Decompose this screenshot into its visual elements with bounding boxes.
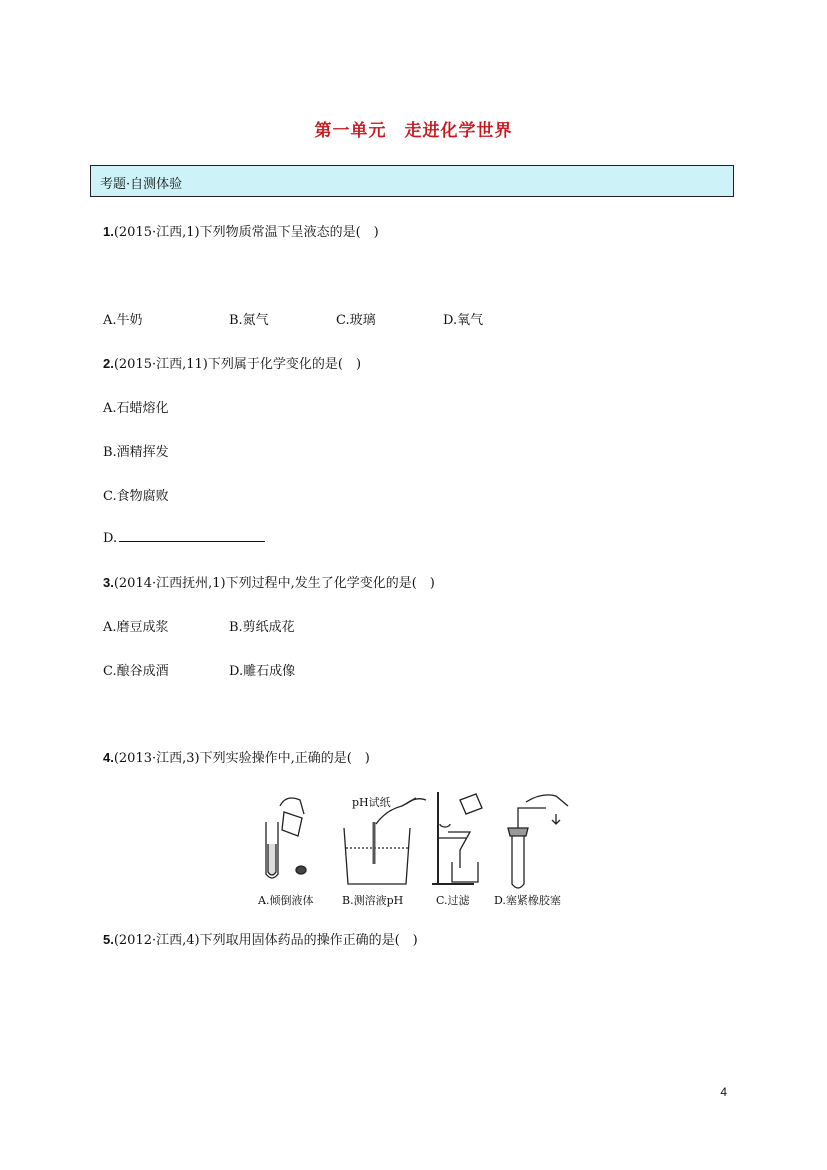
question-stem: (2015·江西,11)下列属于化学变化的是( ) (113, 357, 362, 372)
option-1d: D.氧气 (443, 313, 484, 328)
pouring-liquid-illustration (266, 798, 306, 878)
question-stem: (2015·江西,1)下列物质常温下呈液态的是( ) (113, 225, 379, 240)
page-title: 第一单元 走进化学世界 (314, 121, 513, 141)
option-1a: A.牛奶 (103, 313, 143, 328)
question-2 (103, 353, 361, 372)
caption-c: C.过滤 (436, 894, 470, 907)
caption-d: D.塞紧橡胶塞 (494, 894, 561, 907)
option-1b: B.氮气 (229, 313, 269, 328)
option-3c: C.酿谷成酒 (103, 664, 169, 679)
question-number: 1. (103, 224, 114, 239)
option-2b: B.酒精挥发 (103, 445, 169, 460)
question-number: 3. (103, 575, 114, 590)
question-3 (103, 572, 435, 591)
section-header (90, 165, 734, 197)
ph-test-illustration (344, 798, 426, 884)
caption-a: A.倾倒液体 (258, 894, 314, 907)
answer-blank[interactable] (119, 529, 265, 542)
option-3d: D.雕石成像 (229, 664, 296, 679)
option-2c: C.食物腐败 (103, 489, 169, 504)
question-number: 2. (103, 356, 114, 371)
caption-b: B.测溶液pH (342, 894, 404, 907)
question-1 (103, 221, 379, 240)
lab-operations-illustration (256, 784, 572, 910)
page-number: 4 (720, 1085, 727, 1099)
question-stem: (2014·江西抚州,1)下列过程中,发生了化学变化的是( ) (113, 576, 435, 591)
question-stem: (2013·江西,3)下列实验操作中,正确的是( ) (113, 751, 370, 766)
rubber-stopper-illustration (508, 795, 568, 888)
lab-operations-figure (256, 784, 572, 910)
question-number: 5. (103, 932, 114, 947)
question-stem: (2012·江西,4)下列取用固体药品的操作正确的是( ) (113, 933, 418, 948)
question-number: 4. (103, 750, 114, 765)
ph-paper-label: pH试纸 (352, 796, 391, 809)
section-header-label: 考题·自测体验 (100, 177, 183, 192)
option-1c: C.玻璃 (336, 313, 376, 328)
question-5 (103, 929, 418, 948)
option-2d-label: D. (103, 531, 118, 546)
question-4 (103, 747, 370, 766)
option-3b: B.剪纸成花 (229, 620, 295, 635)
option-2a: A.石蜡熔化 (103, 401, 169, 416)
filtration-illustration (432, 792, 482, 884)
option-2d (103, 529, 265, 546)
option-3a: A.磨豆成浆 (103, 620, 169, 635)
